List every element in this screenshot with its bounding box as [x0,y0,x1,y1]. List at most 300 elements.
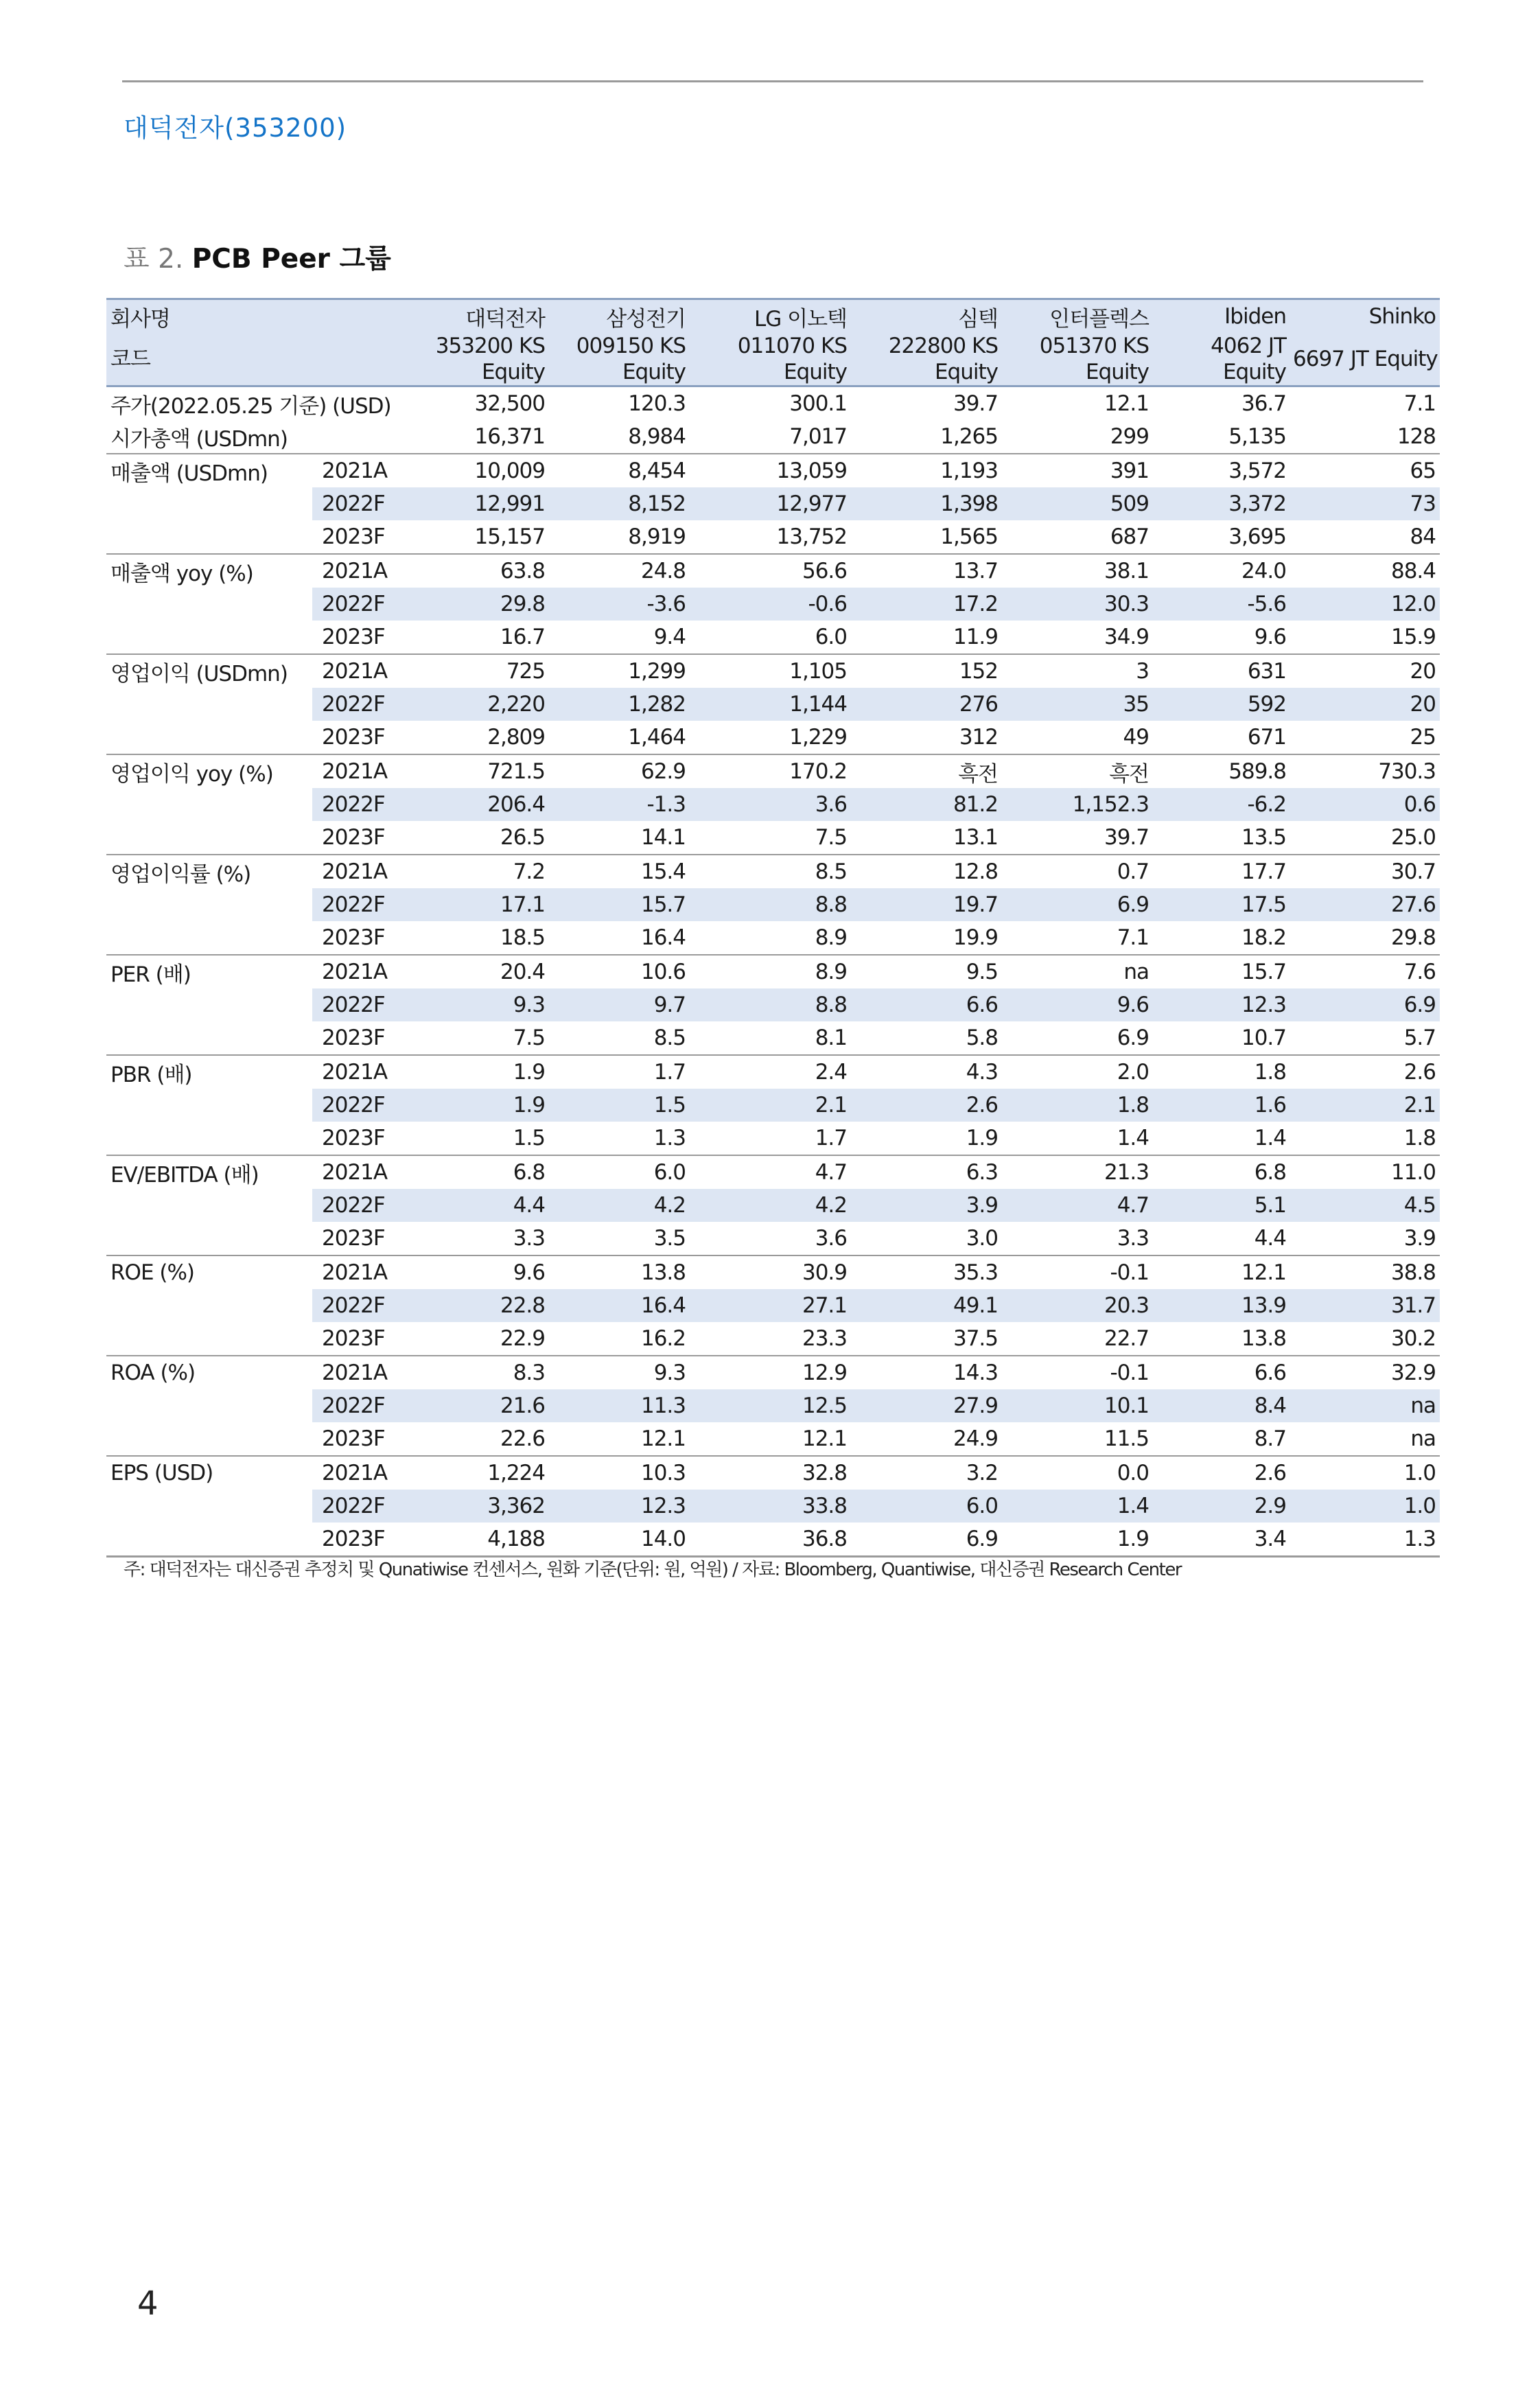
table-cell: 19.7 [851,888,1002,921]
table-cell: 13.5 [1241,825,1286,850]
code-line-1: 009150 KS [576,334,686,358]
table-cell: -0.6 [690,588,851,621]
table-cell: 30.7 [1290,855,1440,888]
table-cell: 2.4 [690,1055,851,1089]
table-cell: 9.3 [412,988,549,1021]
table-cell: -1.3 [549,788,690,821]
metric-label: 영업이익 (USDmn) [106,654,312,688]
metric-label: ROE (%) [106,1255,312,1289]
year-cell: 2021A [312,955,412,988]
table-cell: 17.1 [412,888,549,921]
table-cell: 7.1 [1117,925,1149,950]
table-cell: 1.6 [1153,1089,1290,1122]
table-cell: 8,984 [628,424,686,449]
table-cell: 12.8 [851,855,1002,888]
table-cell: 16.4 [640,925,686,950]
table-cell: 1.9 [412,1055,549,1089]
page-number: 4 [137,2284,159,2323]
table-cell: 62.9 [549,754,690,788]
table-cell: 9.4 [653,625,686,649]
year-cell: 2022F [312,1490,412,1523]
table-cell: 20 [1290,654,1440,688]
metric-label: 매출액 (USDmn) [106,454,312,487]
table-cell: 1.8 [1153,1055,1290,1089]
table-cell: 31.7 [1290,1289,1440,1322]
table-row [106,487,1440,520]
year-cell: 2022F [312,1089,412,1122]
table-cell: 16.7 [500,625,545,649]
table-cell: 9.7 [549,988,690,1021]
year-cell: 2021A [312,554,412,588]
table-row [106,1322,1440,1356]
table-cell: 2.6 [1153,1456,1290,1490]
table-row [106,1255,1440,1289]
table-cell: 25 [1410,725,1436,750]
table-cell: 15.4 [549,855,690,888]
table-cell: -0.1 [1002,1356,1153,1389]
table-cell: 32,500 [474,391,545,416]
table-cell: 14.3 [851,1356,1002,1389]
table-cell: 1.8 [1403,1126,1436,1150]
table-cell: 170.2 [690,754,851,788]
header-row-names [106,299,1440,334]
table-cell: 152 [851,654,1002,688]
table-cell: 1,398 [851,487,1002,520]
year-cell: 2022F [312,1289,412,1322]
table-cell: 12.9 [690,1356,851,1389]
table-cell: 6.9 [1290,988,1440,1021]
table-cell: 13.8 [549,1255,690,1289]
caption-number: 표 2. [124,244,184,275]
table-cell: 13,752 [776,524,847,549]
year-cell: 2023F [322,1126,385,1150]
table-cell: 13.9 [1153,1289,1290,1322]
table-cell: 509 [1002,487,1153,520]
table-cell: 15.7 [549,888,690,921]
table-cell: 63.8 [412,554,549,588]
metric-label-empty [106,1122,312,1155]
table-cell: 29.8 [1390,925,1436,950]
metric-label-empty [106,1322,312,1356]
table-cell: 8.3 [412,1356,549,1389]
table-cell: 725 [412,654,549,688]
table-cell: 10.1 [1002,1389,1153,1422]
header-company-code [412,333,549,386]
table-row [106,921,1440,955]
table-cell: 39.7 [1104,825,1149,850]
table-cell: 4.2 [690,1189,851,1222]
table-cell: 22.6 [500,1426,545,1451]
table-cell: 1.7 [549,1055,690,1089]
table-cell: 9.5 [851,955,1002,988]
table-cell: 120.3 [628,391,686,416]
metric-label-empty [106,1389,312,1422]
year-cell: 2023F [322,1226,385,1251]
table-cell: 1.3 [653,1126,686,1150]
table-cell: 6.9 [1117,1026,1149,1050]
code-line-2: Equity [934,360,998,384]
year-cell: 2021A [312,1356,412,1389]
table-cell: 10,009 [412,454,549,487]
year-cell: 2023F [322,1326,385,1351]
table-row [106,520,1440,554]
table-cell: 687 [1110,524,1149,549]
table-cell: 20.4 [412,955,549,988]
table-cell: 34.9 [1104,625,1149,649]
table-cell: 1,105 [690,654,851,688]
table-cell: 32.9 [1290,1356,1440,1389]
table-cell: 3.5 [653,1226,686,1251]
table-cell: 39.7 [953,391,998,416]
table-cell: 128 [1397,424,1436,449]
table-cell: 29.8 [412,588,549,621]
table-cell: 22.8 [412,1289,549,1322]
year-cell: 2022F [312,688,412,721]
year-cell: 2021A [312,654,412,688]
table-cell: 1.3 [1290,1523,1440,1557]
table-cell: 20.3 [1002,1289,1153,1322]
table-cell: 730.3 [1290,754,1440,788]
table-cell: 16.4 [549,1289,690,1322]
table-cell: 84 [1410,524,1436,549]
table-row [106,821,1440,855]
table-row [106,688,1440,721]
table-cell: -0.1 [1002,1255,1153,1289]
table-cell: 30.9 [690,1255,851,1289]
header-company-code [1290,333,1440,386]
table-cell: 30.3 [1002,588,1153,621]
table-cell: 7.5 [513,1026,545,1050]
table-cell: 16.2 [640,1326,686,1351]
table-cell: 12.1 [1153,1255,1290,1289]
table-cell: 3,372 [1153,487,1290,520]
table-cell: 38.8 [1290,1255,1440,1289]
header-company-name: 대덕전자 [412,299,549,334]
table-cell: 1,193 [851,454,1002,487]
header-company-code [1002,333,1153,386]
table-cell: 276 [851,688,1002,721]
header-label-code: 코드 [106,333,412,386]
table-cell: 391 [1002,454,1153,487]
code-line-2: Equity [481,360,545,384]
year-cell: 2022F [312,888,412,921]
table-cell: 8.5 [690,855,851,888]
table-cell: 1,229 [789,725,847,750]
table-cell: 12.5 [690,1389,851,1422]
table-cell: 1.4 [1002,1490,1153,1523]
table-cell: 4.4 [1254,1226,1286,1251]
table-cell: 6.8 [412,1155,549,1189]
table-cell: 1.9 [1002,1523,1153,1557]
table-cell: 35 [1002,688,1153,721]
table-cell: 3,572 [1153,454,1290,487]
table-cell: 25.0 [1390,825,1436,850]
table-cell: 1,144 [690,688,851,721]
table-cell: 2.0 [1002,1055,1153,1089]
metric-label-empty [106,1222,312,1255]
table-cell: 4.7 [690,1155,851,1189]
table-cell: 17.5 [1153,888,1290,921]
table-cell: 1,224 [412,1456,549,1490]
table-row [106,721,1440,754]
table-row [106,1155,1440,1189]
table-cell: 17.7 [1153,855,1290,888]
table-cell: 3.6 [690,788,851,821]
table-cell: 8.5 [653,1026,686,1050]
peer-table-body [106,299,1440,1557]
table-cell: 4,188 [412,1523,549,1557]
peer-table [106,298,1440,1558]
table-cell: 5.1 [1153,1189,1290,1222]
metric-label-empty [106,821,312,855]
header-company-code [1153,333,1290,386]
metric-label-empty [106,721,312,754]
caption-title: PCB Peer 그룹 [191,244,391,275]
header-company-name: 인터플렉스 [1002,299,1153,334]
table-cell: 24.8 [549,554,690,588]
table-cell: 12,991 [412,487,549,520]
table-cell: 37.5 [953,1326,998,1351]
table-cell: 3.4 [1153,1523,1290,1557]
table-cell: 8.8 [690,988,851,1021]
code-line-2: Equity [1085,360,1149,384]
table-cell: 1.9 [966,1126,998,1150]
year-cell: 2021A [312,754,412,788]
table-cell: 8,152 [549,487,690,520]
table-cell: 12.3 [1153,988,1290,1021]
table-cell: 56.6 [690,554,851,588]
table-cell: 3.0 [966,1226,998,1251]
metric-label-empty [106,588,312,621]
table-cell: 3.9 [1403,1226,1436,1251]
table-cell: 4.3 [851,1055,1002,1089]
table-cell: 24.0 [1153,554,1290,588]
table-cell: 312 [959,725,998,750]
table-row [106,754,1440,788]
table-cell: na [1290,1389,1440,1422]
table-cell: 35.3 [851,1255,1002,1289]
header-company-name: Ibiden [1153,299,1290,334]
table-cell: 1.4 [1254,1126,1286,1150]
table-cell: 0.7 [1002,855,1153,888]
table-row [106,386,1440,421]
table-cell: 22.9 [500,1326,545,1351]
table-cell: 12.3 [549,1490,690,1523]
table-cell: 11.9 [953,625,998,649]
table-cell: 9.6 [1002,988,1153,1021]
table-cell: 23.3 [802,1326,847,1351]
metric-label-empty [106,487,312,520]
table-cell: -6.2 [1153,788,1290,821]
year-cell: 2023F [322,524,385,549]
table-cell: 19.9 [953,925,998,950]
table-cell: 3.3 [513,1226,545,1251]
table-row [106,554,1440,588]
table-row [106,855,1440,888]
year-cell: 2023F [322,625,385,649]
table-cell: 721.5 [412,754,549,788]
header-company-name: LG 이노텍 [690,299,851,334]
table-cell: 2.9 [1153,1490,1290,1523]
table-row [106,888,1440,921]
table-cell: 9.6 [412,1255,549,1289]
table-cell: 3.9 [851,1189,1002,1222]
table-cell: 1,152.3 [1002,788,1153,821]
table-cell: 6.0 [549,1155,690,1189]
metric-label-empty [106,1422,312,1456]
year-cell: 2021A [312,1456,412,1490]
header-company-name: 삼성전기 [549,299,690,334]
table-cell: 0.0 [1002,1456,1153,1490]
metric-label: 영업이익 yoy (%) [106,754,312,788]
year-cell: 2022F [312,988,412,1021]
table-cell: 6.9 [1002,888,1153,921]
table-cell: 27.1 [690,1289,851,1322]
table-cell: 21.3 [1002,1155,1153,1189]
table-cell: 27.6 [1290,888,1440,921]
table-row [106,1523,1440,1557]
table-cell: 30.2 [1390,1326,1436,1351]
metric-label: 매출액 yoy (%) [106,554,312,588]
table-row [106,1222,1440,1255]
metric-label-empty [106,1021,312,1055]
metric-label-empty [106,1523,312,1557]
header-company-code [851,333,1002,386]
table-cell: 6.8 [1153,1155,1290,1189]
year-cell: 2021A [312,1255,412,1289]
table-row [106,420,1440,454]
header-label-company: 회사명 [106,299,412,334]
table-cell: 13.1 [953,825,998,850]
year-cell: 2022F [312,1189,412,1222]
table-row [106,654,1440,688]
table-cell: 2.6 [851,1089,1002,1122]
table-row [106,1122,1440,1155]
table-cell: 8,919 [628,524,686,549]
table-cell: 6.6 [851,988,1002,1021]
table-cell: 7.2 [412,855,549,888]
table-cell: 5,135 [1228,424,1286,449]
metric-label-empty [106,1289,312,1322]
row-label: 시가총액 (USDmn) [110,426,288,452]
table-cell: 18.2 [1241,925,1286,950]
table-cell: -3.6 [549,588,690,621]
metric-label-empty [106,1089,312,1122]
table-row [106,1055,1440,1089]
table-row [106,788,1440,821]
table-cell: 589.8 [1153,754,1290,788]
table-cell: 6.6 [1153,1356,1290,1389]
table-cell: 10.7 [1241,1026,1286,1050]
table-cell: 2,220 [412,688,549,721]
table-cell: 9.6 [1254,625,1286,649]
header-company-code [690,333,851,386]
table-cell: 65 [1290,454,1440,487]
year-cell: 2023F [322,725,385,750]
table-cell: 33.8 [690,1490,851,1523]
table-cell: 49 [1123,725,1149,750]
table-cell: 88.4 [1290,554,1440,588]
table-footnote: 주: 대덕전자는 대신증권 추정치 및 Qunatiwise 컨센서스, 원화 기준(단위: 원, 억원) / 자료: Bloomberg, Quantiwise, 대신증권 Research Center [124,1560,1182,1580]
table-cell: 26.5 [500,825,545,850]
table-cell: 12.1 [1104,391,1149,416]
year-cell: 2021A [312,1155,412,1189]
table-cell: 36.7 [1241,391,1286,416]
year-cell: 2022F [312,1389,412,1422]
year-cell: 2021A [312,454,412,487]
metric-label: PBR (배) [106,1055,312,1089]
table-cell: 8.9 [690,955,851,988]
year-cell: 2023F [322,825,385,850]
table-row [106,955,1440,988]
table-cell: 1,265 [940,424,998,449]
table-cell: 3.6 [815,1226,847,1251]
table-cell: 38.1 [1002,554,1153,588]
table-row [106,1189,1440,1222]
year-cell: 2023F [322,1426,385,1451]
table-cell: 15.7 [1153,955,1290,988]
table-cell: 1.0 [1290,1490,1440,1523]
table-cell: 8.4 [1153,1389,1290,1422]
table-cell: 5.8 [966,1026,998,1050]
table-cell: na [1410,1426,1436,1451]
table-cell: 15.9 [1390,625,1436,649]
table-cell: 10.3 [549,1456,690,1490]
header-company-name: 심텍 [851,299,1002,334]
table-cell: -5.6 [1153,588,1290,621]
table-row [106,1089,1440,1122]
metric-label: EV/EBITDA (배) [106,1155,312,1189]
table-cell: 22.7 [1104,1326,1149,1351]
table-cell: 1.5 [549,1089,690,1122]
table-cell: 3 [1002,654,1153,688]
metric-label: 영업이익률 (%) [106,855,312,888]
code-line-1: 6697 JT Equity [1293,347,1438,371]
code-line-2: Equity [783,360,847,384]
table-cell: 5.7 [1403,1026,1436,1050]
table-cell: 1,464 [628,725,686,750]
table-row [106,621,1440,654]
table-cell: 11.5 [1104,1426,1149,1451]
table-row [106,988,1440,1021]
table-cell: 9.3 [549,1356,690,1389]
metric-label-empty [106,688,312,721]
table-cell: 7,017 [789,424,847,449]
metric-label-empty [106,888,312,921]
table-cell: 10.6 [549,955,690,988]
code-line-2: Equity [1222,360,1286,384]
table-cell: na [1002,955,1153,988]
table-cell: 592 [1153,688,1290,721]
table-cell: 32.8 [690,1456,851,1490]
company-header: 대덕전자(353200) [124,113,347,143]
year-cell: 2021A [312,1055,412,1089]
table-row [106,1456,1440,1490]
metric-label: EPS (USD) [106,1456,312,1490]
table-row [106,454,1440,487]
table-cell: 1.8 [1002,1089,1153,1122]
table-cell: 6.3 [851,1155,1002,1189]
table-cell: 흑전 [1002,754,1153,788]
table-cell: 1.9 [412,1089,549,1122]
table-cell: 11.0 [1290,1155,1440,1189]
table-cell: 27.9 [851,1389,1002,1422]
table-cell: 21.6 [412,1389,549,1422]
table-cell: 300.1 [789,391,847,416]
table-cell: 1,565 [940,524,998,549]
year-cell: 2021A [312,855,412,888]
table-cell: 8.9 [815,925,847,950]
